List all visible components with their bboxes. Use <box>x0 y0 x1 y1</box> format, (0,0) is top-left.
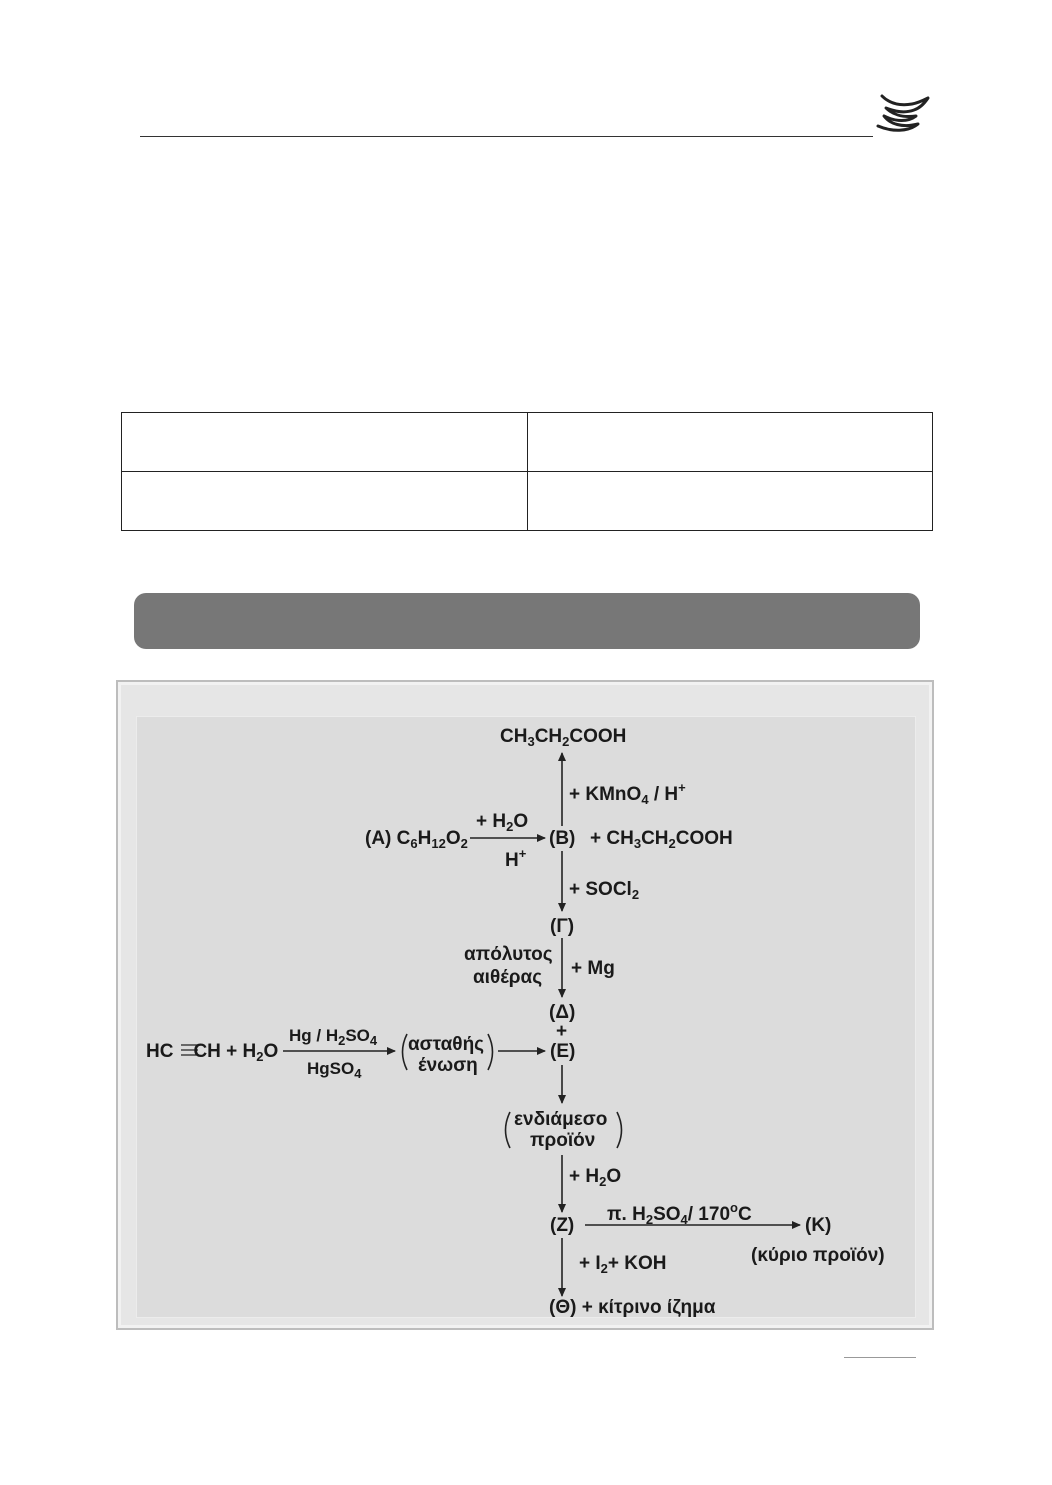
compound-e-label: (Ε) <box>550 1041 576 1062</box>
water-reagent-label: + $H_2O$ <box>569 1166 622 1189</box>
compound-k-label: (Κ) <box>805 1215 832 1236</box>
dehydration-reagent-label: π. $H_2SO_4/$ 170$^o$C <box>607 1200 752 1227</box>
header-rule <box>140 136 873 137</box>
reaction-scheme-panel <box>136 716 916 1318</box>
compound-d-label: (Δ) <box>549 1002 576 1023</box>
compound-a-label: (A) $C_6H_{12}O_2$ <box>365 828 468 851</box>
intermediate-line1-label: ενδιάμεσο <box>514 1109 608 1130</box>
intermediate-line2-label: προϊόν <box>530 1130 596 1151</box>
hydrolysis-bottom-label: H+ <box>505 846 527 871</box>
table-cell <box>122 413 528 472</box>
compound-z-label: (Ζ) <box>550 1215 575 1236</box>
hg-catalyst-bottom-label: HgSO$_4$ <box>307 1059 362 1081</box>
side-product-b-label: + $CH_3CH_2COOH$ <box>590 828 733 851</box>
main-product-label: (κύριο προϊόν) <box>751 1245 885 1266</box>
table-cell <box>122 472 528 531</box>
compound-b-label: (B) <box>549 828 576 849</box>
acetylene-label: HC CH + $H_2O$ <box>146 1041 279 1064</box>
table-row <box>122 413 933 472</box>
final-product-label: (Θ) + κίτρινο ίζημα <box>549 1297 716 1318</box>
section-header-bar <box>134 593 920 649</box>
hg-catalyst-top-label: Hg / $H_2SO_4$ <box>289 1026 378 1048</box>
socl2-reagent-label: + SOCl$_2$ <box>569 879 640 902</box>
compound-g-label: (Γ) <box>550 916 575 937</box>
unstable-line2-label: ένωση <box>418 1055 478 1076</box>
dove-logo-icon <box>872 92 932 140</box>
table-cell <box>527 472 933 531</box>
mg-reagent-label: + Mg <box>571 958 615 979</box>
ether-line2-label: αιθέρας <box>473 967 543 988</box>
ether-line1-label: απόλυτος <box>464 944 553 965</box>
page-number-rule <box>844 1357 916 1358</box>
answer-table <box>121 412 933 531</box>
table-cell <box>527 413 933 472</box>
iodoform-reagent-label: + $I_2+$ KOH <box>579 1253 667 1276</box>
hydrolysis-top-label: + $H_2O$ <box>476 811 529 834</box>
oxidation-reagent-label: + KMnO$_4$ / H+ <box>569 780 686 807</box>
table-row <box>122 472 933 531</box>
unstable-line1-label: ασταθής <box>408 1034 485 1055</box>
top-product-label: $CH_3CH_2COOH$ <box>500 726 627 749</box>
plus-sign-label: + <box>556 1021 568 1042</box>
